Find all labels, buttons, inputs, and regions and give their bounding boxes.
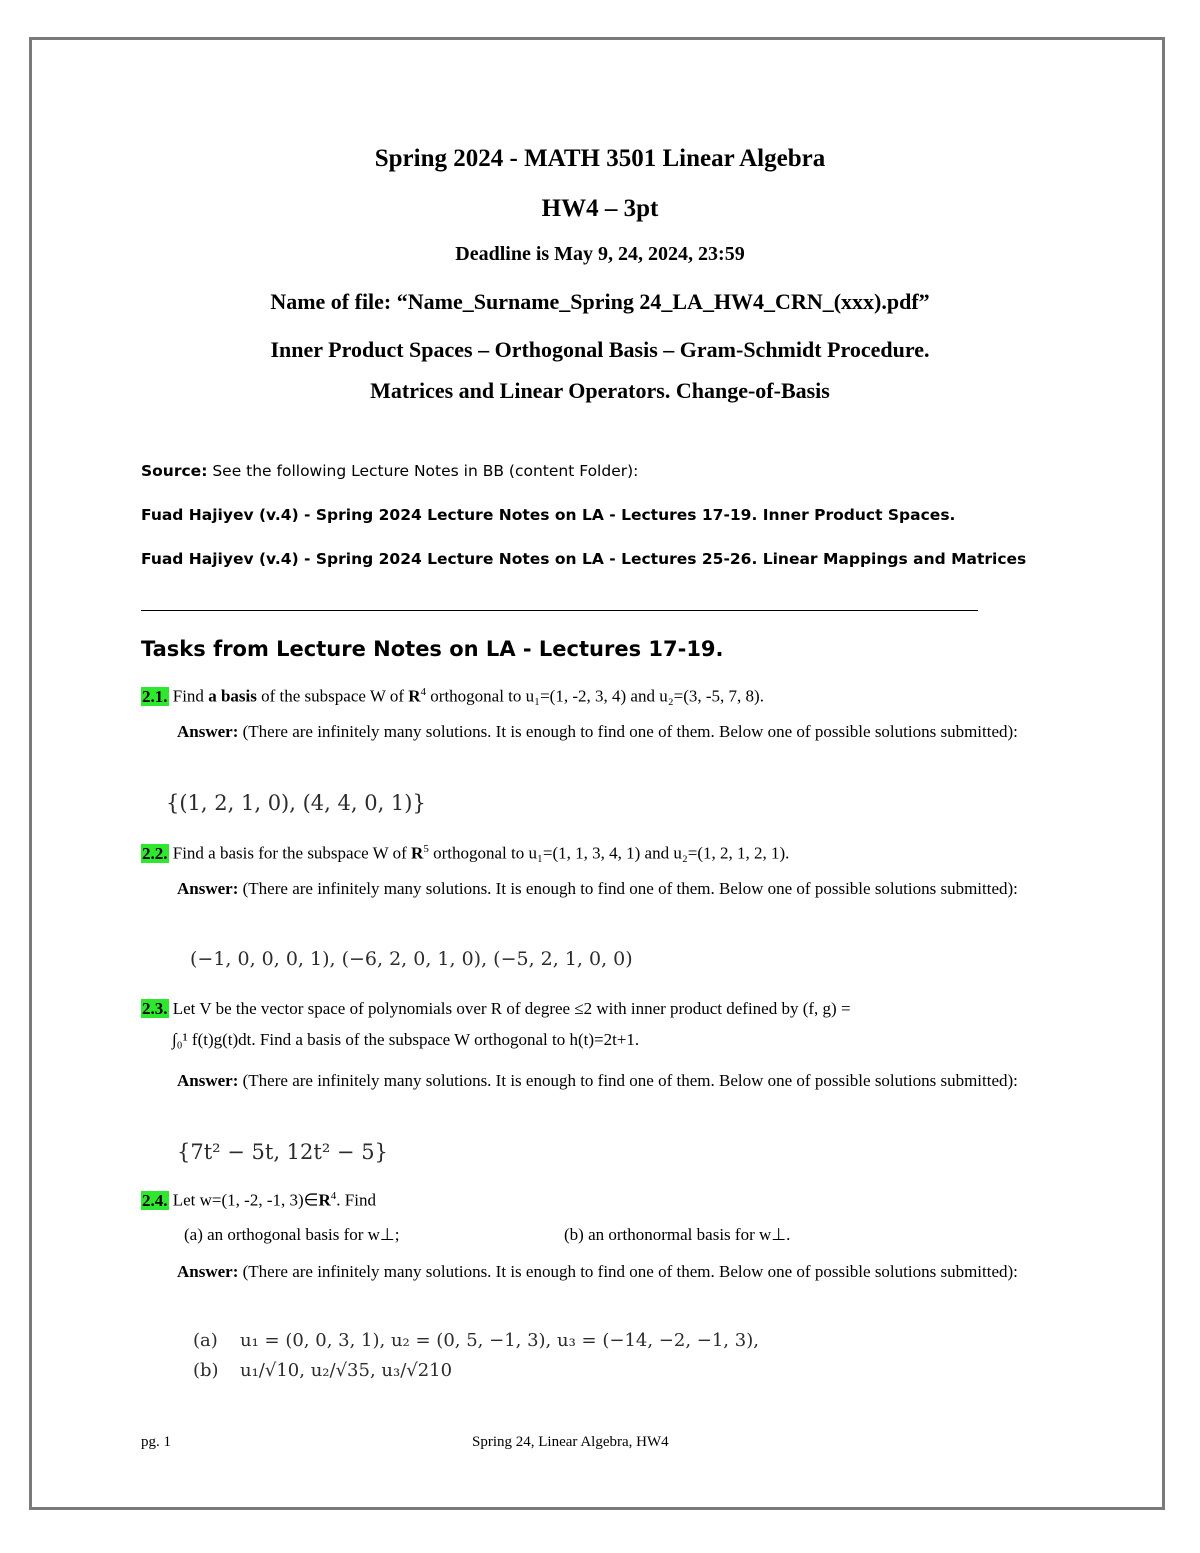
- task-2-4-part-a: (a) an orthogonal basis for w⊥;: [184, 1225, 400, 1244]
- divider: [141, 610, 978, 611]
- question-text: . Find: [336, 1190, 376, 1210]
- answer-text: (There are infinitely many solutions. It is enough to find one of them. Below one of possible solutions submitted):: [238, 1071, 1018, 1090]
- question-text: orthogonal to u₁=(1, -2, 3, 4) and u₂=(3, -5, 7, 8).: [426, 686, 764, 706]
- question-text: Let w=(1, -2, -1, 3)∈: [168, 1190, 319, 1210]
- question-text: Find a basis for the subspace W of: [168, 843, 412, 863]
- question-bold: a basis: [208, 686, 257, 706]
- question-text: Let V be the vector space of polynomials over R of degree ≤2 with inner product defined by (f, g) =: [168, 999, 851, 1018]
- task-2-4-question: [141, 1190, 376, 1211]
- task-2-3-question-line-1: [141, 999, 851, 1019]
- question-text: of the subspace W of: [256, 686, 409, 706]
- page-number: pg. 1: [141, 1434, 171, 1450]
- answer-text: (There are infinitely many solutions. It is enough to find one of them. Below one of possible solutions submitted):: [238, 879, 1018, 898]
- source-label: Source:: [141, 462, 208, 480]
- space-power: 4: [420, 686, 427, 698]
- course-title: Spring 2024 - MATH 3501 Linear Algebra: [374, 145, 826, 172]
- source-text: See the following Lecture Notes in BB (content Folder):: [207, 462, 639, 480]
- answer-text: (There are infinitely many solutions. It is enough to find one of them. Below one of possible solutions submitted):: [238, 722, 1018, 741]
- source-ref-1: Fuad Hajiyev (v.4) - Spring 2024 Lecture Notes on LA - Lectures 17-19. Inner Product Spaces.: [141, 506, 956, 524]
- task-2-2-question: [141, 843, 789, 864]
- file-name-instruction: Name of file: “Name_Surname_Spring 24_LA_HW4_CRN_(xxx).pdf”: [270, 289, 930, 314]
- source-line: [141, 462, 638, 480]
- task-2-1-question: [141, 686, 764, 707]
- task-number: 2.4.: [142, 1190, 168, 1210]
- topics-line-1: Inner Product Spaces – Orthogonal Basis – Gram-Schmidt Procedure.: [270, 337, 930, 362]
- tasks-heading: Tasks from Lecture Notes on LA - Lectures 17-19.: [141, 637, 724, 661]
- space-power: 4: [330, 1190, 337, 1202]
- answer-label: Answer:: [177, 879, 239, 898]
- answer-text: (There are infinitely many solutions. It is enough to find one of them. Below one of possible solutions submitted):: [238, 1262, 1018, 1281]
- hw-title: HW4 – 3pt: [541, 195, 659, 222]
- task-2-2-solution: (−1, 0, 0, 0, 1), (−6, 2, 0, 1, 0), (−5, 2, 1, 0, 0): [190, 948, 633, 970]
- answer-label: Answer:: [177, 1071, 239, 1090]
- task-2-4-solution-a-label: (a): [193, 1330, 218, 1351]
- footer-title: Spring 24, Linear Algebra, HW4: [472, 1434, 669, 1450]
- space-symbol: R: [411, 843, 424, 863]
- space-symbol: R: [408, 686, 421, 706]
- space-symbol: R: [318, 1190, 331, 1210]
- task-number: 2.3.: [142, 999, 168, 1018]
- task-number: 2.1.: [142, 686, 168, 706]
- answer-label: Answer:: [177, 722, 239, 741]
- task-number: 2.2.: [142, 843, 168, 863]
- task-2-3-answer: [177, 1066, 1067, 1095]
- task-2-4-answer: [177, 1257, 1067, 1286]
- task-2-4-solution-b-label: (b): [193, 1360, 219, 1381]
- task-2-4-part-b: (b) an orthonormal basis for w⊥.: [564, 1225, 791, 1244]
- answer-label: Answer:: [177, 1262, 239, 1281]
- source-ref-2: Fuad Hajiyev (v.4) - Spring 2024 Lecture Notes on LA - Lectures 25-26. Linear Mappings and Matrices: [141, 550, 1027, 568]
- task-2-1-answer: [177, 717, 1067, 746]
- task-2-4-solution-b: u₁/√10, u₂/√35, u₃/√210: [240, 1360, 453, 1381]
- task-2-3-solution: {7t² − 5t, 12t² − 5}: [177, 1140, 388, 1164]
- task-2-3-question-line-2: ∫₀¹ f(t)g(t)dt. Find a basis of the subspace W orthogonal to h(t)=2t+1.: [172, 1030, 640, 1049]
- topics-line-2: Matrices and Linear Operators. Change-of-Basis: [370, 378, 830, 403]
- task-2-2-answer: [177, 874, 1067, 903]
- space-power: 5: [423, 843, 429, 855]
- task-2-1-solution: {(1, 2, 1, 0), (4, 4, 0, 1)}: [166, 791, 426, 815]
- task-2-4-solution-a: u₁ = (0, 0, 3, 1), u₂ = (0, 5, −1, 3), u₃ = (−14, −2, −1, 3),: [240, 1330, 759, 1351]
- question-text: Find: [168, 686, 209, 706]
- question-text: orthogonal to u₁=(1, 1, 3, 4, 1) and u₂=(1, 2, 1, 2, 1).: [428, 843, 790, 863]
- deadline: Deadline is May 9, 24, 2024, 23:59: [455, 243, 745, 265]
